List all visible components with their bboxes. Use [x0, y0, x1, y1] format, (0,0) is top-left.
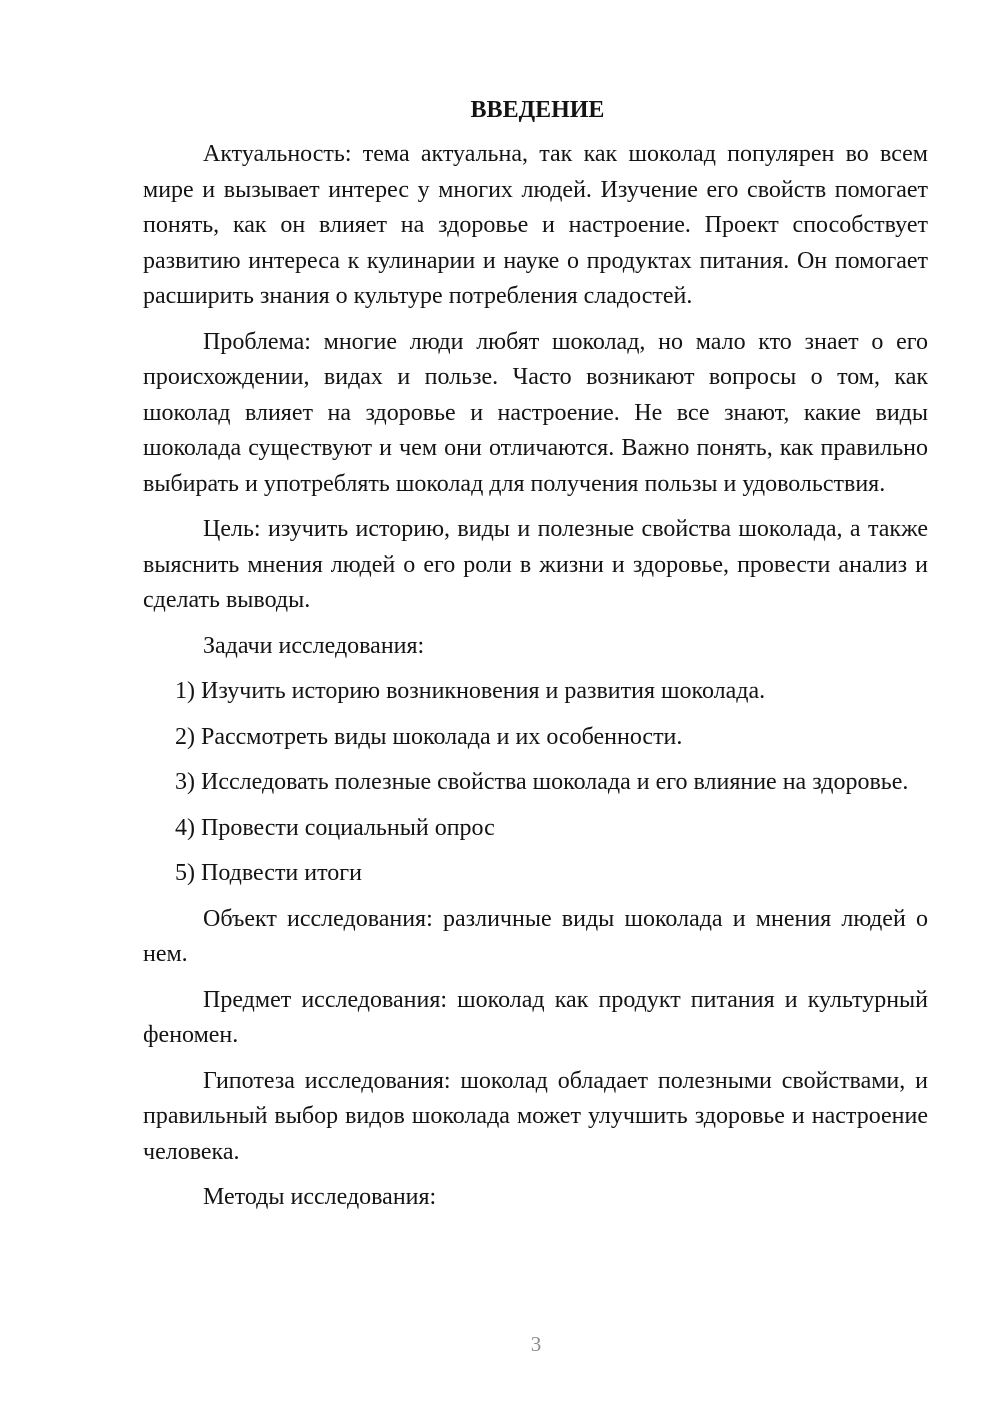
list-item: 4) Провести социальный опрос [175, 814, 495, 841]
paragraph-goal: Цель: изучить историю, виды и полезные свойства шоколада, а также выяснить мнения людей о его роли в жизни и здоровье, провести анализ и сделать выводы. [143, 516, 928, 613]
list-item: 2) Рассмотреть виды шоколада и их особенности. [175, 723, 683, 750]
paragraph-object: Объект исследования: различные виды шоколада и мнения людей о нем. [143, 905, 928, 967]
list-item: 3) Исследовать полезные свойства шоколада и его влияние на здоровье. [175, 769, 909, 795]
tasks-list [143, 674, 928, 892]
page-title: ВВЕДЕНИЕ [470, 97, 605, 123]
paragraph-hypothesis: Гипотеза исследования: шоколад обладает полезными свойствами, и правильный выбор видов шоколада может улучшить здоровье и настроение человека. [143, 1067, 928, 1165]
page-content [143, 95, 928, 1226]
methods-heading: Методы исследования: [203, 1184, 437, 1210]
page-number: 3 [530, 1332, 542, 1356]
list-item: 1) Изучить историю возникновения и развития шоколада. [175, 678, 766, 704]
paragraph-problem: Проблема: многие люди любят шоколад, но мало кто знает о его происхождении, видах и пользе. Часто возникают вопросы о том, как шоколад влияет на здоровье и настроение. Не все знают, какие виды шоколада существуют и чем они отличаются. Важно понять, как правильно выбирать и употреблять шоколад для получения пользы и удовольствия. [143, 328, 928, 497]
paragraph-relevance: Актуальность: тема актуальна, так как шоколад популярен во всем мире и вызывает интерес у многих людей. Изучение его свойств помогает понять, как он влияет на здоровье и настроение. Проект способствует развитию интереса к кулинарии и науке о продуктах питания. Он помогает расширить знания о культуре потребления сладостей. [143, 141, 928, 309]
list-item: 5) Подвести итоги [175, 860, 362, 886]
tasks-heading: Задачи исследования: [203, 632, 425, 659]
paragraph-subject: Предмет исследования: шоколад как продукт питания и культурный феномен. [143, 986, 928, 1048]
